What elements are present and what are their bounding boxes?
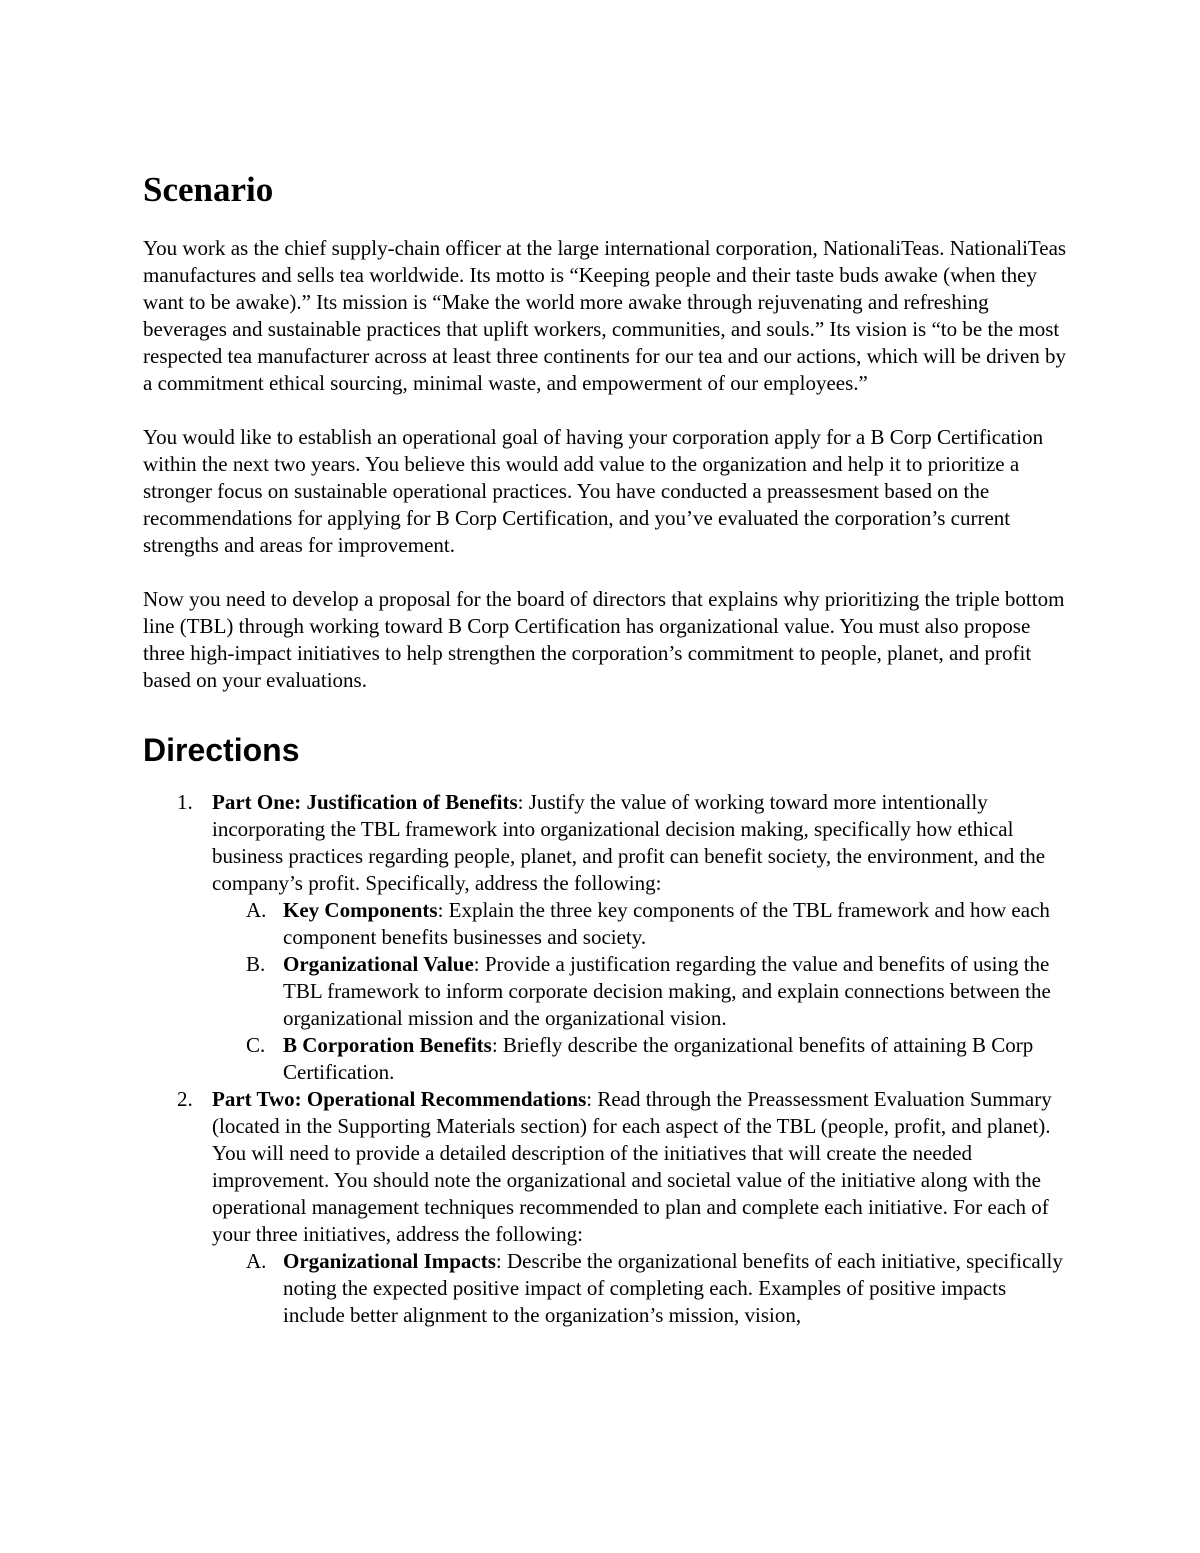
document-page [143, 168, 1073, 1329]
sub-item-key-components [212, 897, 1073, 951]
sub-item-title: Organizational Impacts [283, 1249, 496, 1273]
direction-item-part-two [143, 1086, 1073, 1329]
list-letter: A. [246, 898, 267, 922]
list-letter: B. [246, 952, 266, 976]
scenario-paragraph-3: Now you need to develop a proposal for the board of directors that explains why prioritizing the triple bottom line (TBL) through working toward B Corp Certification has organizational value. You must also propose three high-impact initiatives to help strengthen the corporation’s commitment to people, planet, and profit based on your evaluations. [143, 587, 1065, 692]
item-text: : Read through the Preassessment Evaluation Summary (located in the Supporting Materials section) for each aspect of the TBL (people, profit, and planet). You will need to provide a detailed description of the initiatives that will create the needed improvement. You should note the organizational and societal value of the initiative along with the operational management techniques recommended to plan and complete each initiative. For each of your three initiatives, address the following: [212, 1087, 1052, 1246]
sub-item-title: B Corporation Benefits [283, 1033, 492, 1057]
sub-item-text: : Briefly describe the organizational benefits of attaining B Corp Certification. [283, 1033, 1034, 1084]
list-number: 2. [177, 1087, 193, 1111]
sub-list [212, 897, 1073, 1086]
direction-item-part-one [143, 789, 1073, 1086]
scenario-heading: Scenario [143, 170, 274, 209]
directions-list [143, 789, 1073, 1329]
sub-item-text: : Provide a justification regarding the value and benefits of using the TBL framework to inform corporate decision making, and explain connections between the organizational mission and the organizational vision. [283, 952, 1051, 1030]
sub-item-text: : Describe the organizational benefits of each initiative, specifically noting the expected positive impact of completing each. Examples of positive impacts include better alignment to the organization’s mission, vision, [283, 1249, 1063, 1327]
item-title: Part Two: Operational Recommendations [212, 1087, 587, 1111]
list-number: 1. [177, 790, 193, 814]
sub-list [212, 1248, 1073, 1329]
item-text: : Justify the value of working toward more intentionally incorporating the TBL framework into organizational decision making, specifically how ethical business practices regarding people, planet, and profit can benefit society, the environment, and the company’s profit. Specifically, address the following: [212, 790, 1046, 895]
sub-item-organizational-value [212, 951, 1073, 1032]
sub-item-text: : Explain the three key components of the TBL framework and how each component benefits businesses and society. [283, 898, 1050, 949]
item-title: Part One: Justification of Benefits [212, 790, 518, 814]
sub-item-title: Key Components [283, 898, 438, 922]
scenario-paragraph-2: You would like to establish an operational goal of having your corporation apply for a B Corp Certification within the next two years. You believe this would add value to the organization and help it to prioritize a stronger focus on sustainable operational practices. You have conducted a preassesment based on the recommendations for applying for B Corp Certification, and you’ve evaluated the corporation’s current strengths and areas for improvement. [143, 425, 1044, 557]
sub-item-b-corporation-benefits [212, 1032, 1073, 1086]
sub-item-organizational-impacts [212, 1248, 1073, 1329]
scenario-paragraph-1: You work as the chief supply-chain officer at the large international corporation, NationaliTeas. NationaliTeas manufactures and sells tea worldwide. Its motto is “Keeping people and their taste buds awake (when they want to be awake).” Its mission is “Make the world more awake through rejuvenating and refreshing beverages and sustainable practices that uplift workers, communities, and souls.” Its vision is “to be the most respected tea manufacturer across at least three continents for our tea and our actions, which will be driven by a commitment ethical sourcing, minimal waste, and empowerment of our employees.” [143, 236, 1067, 395]
directions-heading: Directions [143, 732, 300, 768]
sub-item-title: Organizational Value [283, 952, 474, 976]
list-letter: C. [246, 1033, 266, 1057]
list-letter: A. [246, 1249, 267, 1273]
